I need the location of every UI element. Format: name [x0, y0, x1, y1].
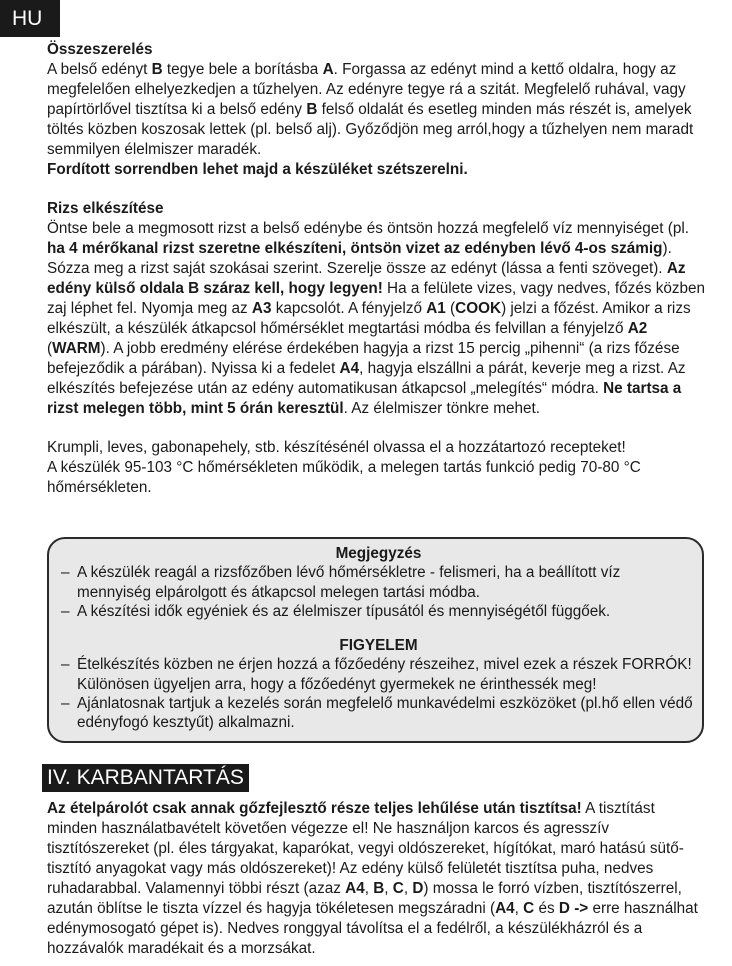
list-dash: – [61, 602, 70, 620]
maintenance-text [47, 799, 707, 959]
text-run: kapcsolót. A fényjelző [271, 300, 427, 317]
info-line-1: Krumpli, leves, gabonapehely, stb. készítésénél olvassa el a hozzátartozó recepteket! [47, 439, 626, 456]
text-run: Öntse bele a megmosott rizst a belső edénybe és öntsön hozzá megfelelő víz mennyiséget (pl. [47, 220, 689, 237]
maintenance-heading: IV. KARBANTARTÁS [42, 764, 249, 792]
bold-run: ha 4 mérőkanal rizst szeretne elkészíteni, öntsön vizet az edényben lévő 4-os számig [47, 240, 663, 257]
warning-text: Ajánlatosnak tartjuk a kezelés során megfelelő munkavédelmi eszközöket (pl.hő ellen védő edényfogó kesztyűt) alkalmazni. [77, 695, 693, 732]
note-box [47, 537, 704, 743]
info-section [47, 438, 707, 498]
bold-run: A1 [426, 300, 446, 317]
note-text: A készülék reagál a rizsfőzőben lévő hőmérsékletre - felismeri, ha a beállított víz mennyiség elpárolgott és átkapcsol melegen tartási módba. [77, 564, 621, 601]
text-run: ( [47, 340, 53, 357]
list-dash: – [61, 656, 70, 674]
text-run: erre használhat edénymosogató gépet is). Nedves ronggyal távolítsa el a fedélről, a készülékházról és a hozzávalók maradékait és a morzsákat. [47, 900, 698, 957]
assembly-text [47, 60, 707, 160]
bold-run: B [306, 101, 318, 118]
rice-heading: Rizs elkészítése [47, 200, 164, 217]
text-run: . Forgassa az edényt mind a kettő oldalra, hogy az megfelelően elhelyezkedjen a tűzhelyen. Az edényre tegye rá a szitát. Megfelelő ruhával, vagy papírtörlővel tisztítsa ki a belső edény [47, 61, 686, 118]
bold-run: D -> [558, 900, 589, 917]
text-run: ) mossa le forró vízben, tisztítószerrel, azután öblítse le tiszta vízzel és hagyja tökéletesen megszáradni ( [47, 880, 682, 917]
text-run: Ha a felülete vizes, vagy nedves, főzés közben zaj léphet fel. Nyomja meg az [47, 280, 706, 317]
bold-run: A4 [345, 880, 365, 897]
bold-run: A3 [251, 300, 272, 317]
text-run: ). Sózza meg a rizst saját szokásai szerint. Szerelje össze az edényt (lássa a fenti szöveget). [47, 240, 672, 277]
text-run: , [364, 880, 374, 897]
bold-run: A4 [495, 900, 515, 917]
bold-run: C [523, 900, 535, 917]
list-dash: – [61, 695, 70, 713]
maintenance-section [47, 799, 707, 959]
text-run: tegye bele a borításba [162, 61, 323, 78]
text-run: ( [445, 300, 456, 317]
text-run: ). A jobb eredmény elérése érdekében hagyja a rizst 15 percig „pihenni“ (a rizs főzése befejeződik a párában). Nyissa ki a fedelet [47, 340, 680, 377]
bold-run: Ne tartsa a rizst melegen több, mint 5 órán keresztül [47, 380, 682, 417]
instructions-content [47, 40, 707, 498]
assembly-warning-line: Fordított sorrendben lehet majd a készüléket szétszerelni. [47, 161, 468, 178]
bold-run: COOK [455, 300, 502, 317]
warning-text: Ételkészítés közben ne érjen hozzá a főzőedény részeihez, mivel ezek a részek FORRÓK! Különösen ügyeljen arra, hogy a főzőedényt gyermekek ne érinthessék meg! [77, 656, 692, 693]
rice-section [47, 199, 707, 419]
info-line-2: A készülék 95-103 °C hőmérsékleten működik, a melegen tartás funkció pedig 70-80 °C hőmérsékleten. [47, 459, 641, 496]
bold-run: A4 [339, 360, 360, 377]
warning-item [61, 655, 696, 694]
rice-text [47, 219, 707, 419]
text-run: ) jelzi a főzést. Amikor a rizs elkészült, a készülék átkapcsol hőmérséklet megtartási módba és felvillan a fényjelző [47, 300, 691, 337]
text-run: A tisztítást minden használatbavételt követően végezze el! Ne használjon karcos és agresszív tisztítószereket (pl. éles tárgyakat, kaparókat, vegyi oldószereket, hígítókat, maró hatású sütő-tisztító anyagokat vagy más oldószereket)! Az edény külső felületét tisztítsa puha, nedves ruhadarabbal. Valamennyi többi részt (azaz [47, 800, 684, 897]
note-item [61, 602, 696, 621]
bold-run: C [392, 880, 404, 897]
warning-title: FIGYELEM [339, 637, 418, 655]
note-item [61, 563, 696, 602]
bold-run: A [322, 61, 334, 78]
bold-run: WARM [52, 340, 101, 357]
warning-item [61, 694, 696, 733]
language-tab: HU [0, 0, 60, 37]
assembly-heading: Összeszerelés [47, 41, 153, 58]
bold-run: A2 [627, 320, 648, 337]
text-run: , [403, 880, 413, 897]
text-run: . Az élelmiszer tönkre mehet. [343, 400, 541, 417]
list-dash: – [61, 564, 70, 582]
text-run: A belső edényt [47, 61, 152, 78]
bold-run: B [373, 880, 385, 897]
note-text: A készítési idők egyéniek és az élelmiszer típusától és mennyiségétől függőek. [77, 602, 611, 620]
text-run: , [514, 900, 524, 917]
bold-run: Az edény külső oldala B száraz kell, hogy legyen! [47, 260, 686, 297]
text-run: felső oldalát és esetleg minden más részét is, amelyek töltés közben koszosak lettek (pl. belső alj). Győződjön meg arról,hogy a tűzhelyen nem maradt semmilyen élelmiszer maradék. [47, 101, 694, 158]
text-run: , [384, 880, 393, 897]
bold-run: B [151, 61, 163, 78]
assembly-section [47, 40, 707, 180]
bold-run: D [412, 880, 424, 897]
text-run: és [534, 900, 559, 917]
text-run: , hagyja elszállni a párát, keverje meg a rizst. Az elkészítés befejezése után az edény automatikusan átkapcsol „melegítés“ módra. [47, 360, 686, 397]
bold-run: Az ételpárolót csak annak gőzfejlesztő része teljes lehűlése után tisztítsa! [47, 800, 582, 817]
note-title: Megjegyzés [335, 545, 422, 562]
